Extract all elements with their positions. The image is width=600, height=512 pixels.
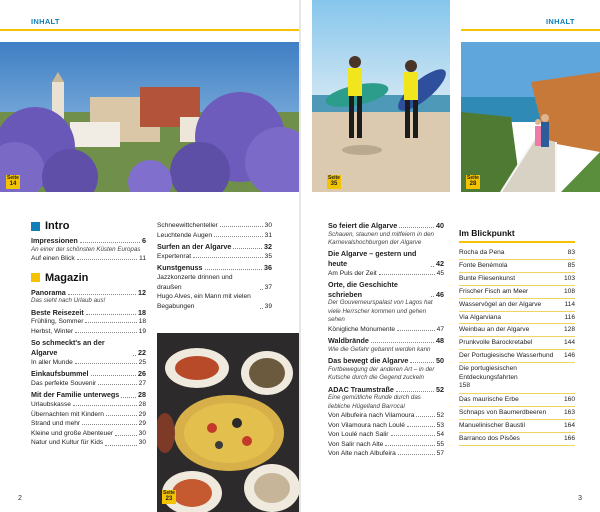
toc-entry-page: 29 [138,410,146,418]
toc-entry-page: 30 [138,439,146,447]
toc-entry-title: Prunkvolle Barockretabel [459,339,533,347]
toc-leader-dots [399,227,434,228]
toc-leader-dots [431,296,434,297]
seite-badge-35 [327,175,341,189]
toc-entry-page: 116 [564,313,575,321]
toc-entry-title: Von Vilamoura nach Loulé [328,421,405,429]
toc-entry[interactable] [157,292,272,311]
toc-entry[interactable] [157,263,272,273]
toc-entry-title: Von Alte nach Albufeira [328,450,396,458]
toc-entry-page: 128 [563,326,575,334]
toc-entry[interactable] [459,363,575,394]
toc-entry[interactable] [459,273,575,286]
toc-column-3 [328,221,444,459]
toc-entry-page: 164 [563,421,575,429]
toc-entry-title: Orte, die Geschichte schrieben [328,280,398,299]
blickpunkt-title: Im Blickpunkt [459,228,515,238]
toc-entry-page: 6 [142,236,146,245]
toc-entry[interactable] [328,280,444,299]
toc-leader-dots [233,248,262,249]
toc-entry[interactable] [459,286,575,299]
toc-entry-page: 27 [138,379,146,387]
toc-entry-page: 54 [436,431,444,439]
toc-leader-dots [396,391,434,392]
seite-badge-14 [6,175,20,189]
seite-number: 35 [330,181,338,188]
toc-entry[interactable] [31,400,146,410]
toc-entry-page: 158 [459,382,471,390]
intro-heading [31,220,146,232]
toc-leader-dots [260,308,263,309]
toc-leader-dots [385,445,434,446]
seite-label: Seite [467,175,479,181]
toc-entry-page: 26 [138,369,146,379]
toc-entry-title: Panorama [31,287,66,297]
toc-entry-page: 19 [138,327,146,335]
header-rule-right [461,29,600,31]
toc-entry[interactable] [31,338,146,357]
toc-entry[interactable] [459,337,575,350]
toc-leader-dots [410,362,434,363]
toc-entry-title: Hugo Alves, ein Mann mit vielen Begabungen [157,293,251,310]
toc-entry[interactable] [328,440,444,450]
magazin-title: Magazin [45,271,89,284]
toc-entry[interactable] [31,236,146,246]
toc-entry-title: Das maurische Erbe [459,395,519,403]
seite-label: Seite [7,175,19,181]
photo-village-jacaranda [0,42,300,192]
toc-entry-page: 40 [436,221,444,230]
toc-entry-page: 12 [138,287,146,297]
page-number-right: 3 [578,495,582,502]
toc-entry-page: 57 [436,450,444,458]
blickpunkt-rule [459,241,575,243]
toc-entry[interactable] [459,260,575,273]
toc-entry-page: 28 [138,400,146,408]
photo-surfers [312,0,450,192]
toc-entry-page: 55 [436,440,444,448]
toc-entry[interactable] [328,336,444,346]
magazin-heading [31,272,146,284]
toc-subtitle: Eine gemütliche Runde durch das liebliche Hügelland Barrocal [328,394,421,410]
toc-entry-page: 52 [436,384,444,394]
toc-entry-page: 146 [563,352,575,360]
toc-entry-page: 52 [436,412,444,419]
toc-entry-title: Strand und mehr [31,420,81,428]
toc-entry[interactable] [459,433,575,446]
toc-entry[interactable] [157,242,272,252]
toc-entry-title: Via Algarviana [459,313,502,321]
toc-entry-title: Bunte Fliesenkunst [459,274,516,282]
toc-leader-dots [115,435,137,436]
toc-entry-title: Das perfekte Souvenir [31,379,97,387]
toc-entry[interactable] [31,438,146,448]
toc-entry-page: 31 [264,231,272,239]
toc-entry[interactable] [157,273,272,292]
seite-badge-28 [466,175,480,189]
toc-entry-page: 83 [567,249,575,256]
toc-leader-dots [85,322,136,323]
toc-leader-dots [398,454,435,455]
toc-entry-page: 47 [436,325,444,333]
toc-column-2 [157,221,272,311]
section-tag-right: INHALT [546,17,575,26]
toc-entry[interactable] [328,356,444,366]
toc-entry-page: 46 [436,289,444,299]
toc-entry-page: 85 [567,261,575,269]
toc-leader-dots [133,355,136,356]
toc-entry-page: 11 [139,255,146,262]
toc-entry[interactable] [31,327,146,337]
toc-entry[interactable] [459,299,575,312]
toc-entry-title: Die Algarve – gestern und heute [328,249,417,268]
toc-entry[interactable] [328,325,444,335]
toc-entry-title: So feiert die Algarve [328,221,398,230]
toc-leader-dots [105,445,136,446]
toc-subtitle: An einer der schönsten Küsten Europas [31,245,141,253]
toc-entry-page: 50 [436,356,444,366]
toc-entry-page: 30 [264,222,272,229]
toc-entry-page: 29 [138,420,146,428]
toc-leader-dots [86,314,136,315]
toc-entry-page: 108 [563,287,575,295]
toc-entry-title: Einkaufsbummel [31,369,89,379]
toc-subtitle: Schauen, staunen und mitfeiern in den Karnevalshochburgen der Algarve [328,230,434,246]
toc-entry[interactable] [157,252,272,262]
seite-label: Seite [163,490,175,496]
toc-entry[interactable] [328,269,444,279]
toc-entry[interactable] [31,390,146,400]
toc-entry[interactable] [157,221,272,231]
toc-entry-title: Kunstgenuss [157,263,203,273]
toc-entry[interactable] [328,421,444,431]
toc-entry-page: 163 [563,408,575,416]
toc-entry-page: 32 [264,242,272,252]
toc-leader-dots [214,236,263,237]
toc-entry-page: 37 [264,283,272,291]
toc-entry-title: Schnaps von Baumerdbeeren [459,408,547,416]
toc-entry-title: Von Loulé nach Salir [328,431,389,439]
toc-entry[interactable] [328,221,444,231]
toc-entry-title: Herbst, Winter [31,327,74,335]
toc-entry-title: Von Salir nach Alte [328,440,384,448]
toc-entry-title: Natur und Kultur für Kids [31,439,104,447]
toc-entry-page: 39 [264,302,272,310]
toc-leader-dots [98,384,136,385]
toc-subtitle: Das sieht nach Urlaub aus! [31,297,106,305]
toc-leader-dots [391,435,435,436]
page-number-left: 2 [18,495,22,502]
toc-entry[interactable] [328,249,444,268]
toc-entry[interactable] [157,231,272,241]
toc-entry[interactable] [328,411,444,421]
toc-entry-title: Fonte Benémola [459,261,508,269]
seite-number: 14 [9,181,17,188]
toc-entry-page: 48 [436,336,444,346]
toc-subtitle: Fortbewegung der anderen Art – in der Kutsche durch die Gegend zuckeln [328,365,435,382]
toc-entry[interactable] [459,324,575,337]
toc-entry-title: Kleine und große Abenteuer [31,429,114,437]
photo-coastal-walkway [461,42,600,192]
toc-entry-title: Von Albufeira nach Vilamoura [328,412,415,419]
toc-entry[interactable] [459,394,575,407]
toc-entry[interactable] [31,410,146,420]
toc-entry-page: 166 [563,434,575,442]
toc-entry-title: Manuelinischer Baustil [459,421,525,429]
toc-entry-title: Barranco dos Pisões [459,434,520,442]
toc-leader-dots [193,257,263,258]
toc-entry-page: 45 [436,269,444,277]
toc-entry-title: Königliche Monumente [328,325,396,333]
toc-entry-page: 144 [563,339,575,347]
toc-leader-dots [220,226,263,227]
toc-entry[interactable] [31,254,146,264]
toc-entry-page: 28 [138,390,146,400]
toc-entry-page: 18 [138,318,146,326]
toc-entry[interactable] [459,312,575,325]
intro-title: Intro [45,220,70,232]
toc-entry-page: 25 [138,358,146,366]
toc-entry[interactable] [459,407,575,420]
toc-leader-dots [80,242,140,243]
toc-entry[interactable] [31,419,146,429]
toc-entry-page: 18 [138,307,146,317]
toc-entry-title: Der Portugiesische Wasserhund [459,352,554,360]
toc-entry-title: Waldbrände [328,336,369,346]
toc-subtitle: Der Gouverneurspalast von Lagos hat viele Herrscher kommen und gehen sehen [328,299,433,324]
toc-entry[interactable] [459,420,575,433]
toc-leader-dots [106,415,137,416]
toc-entry-page: 114 [564,300,575,308]
toc-leader-dots [431,266,434,267]
toc-entry-title: Jazzkonzerte drinnen und draußen [157,273,233,291]
toc-entry[interactable] [328,449,444,459]
toc-entry-title: Auf einen Blick [31,255,75,262]
toc-entry-title: ADAC Traumstraße [328,384,394,394]
toc-entry[interactable] [31,288,146,298]
toc-column-1 [31,220,146,448]
toc-entry[interactable] [31,358,146,368]
toc-entry-title: Weinbau an der Algarve [459,326,530,334]
toc-leader-dots [205,269,262,270]
toc-entry-title: Frühling, Sommer [31,318,84,326]
intro-square-icon [31,222,40,231]
toc-entry-title: Frischer Fisch am Meer [459,287,529,295]
toc-entry[interactable] [31,369,146,379]
toc-leader-dots [73,405,137,406]
toc-entry-title: Am Puls der Zeit [328,269,377,277]
toc-entry-page: 35 [264,252,272,260]
toc-subtitle: Wie die Gefahr gebannt werden kann [328,345,431,353]
toc-entry-title: In aller Munde [31,358,73,366]
right-page [300,0,600,512]
toc-leader-dots [77,259,138,260]
toc-entry[interactable] [328,430,444,440]
toc-entry[interactable] [459,247,575,260]
toc-entry-title: Surfen an der Algarve [157,242,232,252]
toc-leader-dots [416,416,434,417]
photo-food-platter [157,333,300,512]
toc-entry-title: Mit der Familie unterwegs [31,390,120,400]
toc-entry-page: 53 [436,421,444,429]
toc-leader-dots [121,397,136,398]
blickpunkt-box [459,228,575,446]
toc-entry-title: Wasservögel an der Algarve [459,300,542,308]
toc-entry-page: 36 [264,263,272,273]
toc-entry[interactable] [31,429,146,439]
toc-leader-dots [260,289,263,290]
toc-leader-dots [82,424,137,425]
toc-entry-title: Leuchtende Augen [157,231,213,239]
toc-entry-title: Die portugiesischen Entdeckungsfahrten [459,365,518,381]
toc-leader-dots [371,342,434,343]
toc-entry[interactable] [328,385,444,395]
toc-entry-page: 160 [563,395,575,403]
toc-leader-dots [68,294,136,295]
toc-entry-title: Rocha da Pena [459,249,505,256]
toc-leader-dots [75,363,137,364]
toc-leader-dots [407,426,435,427]
toc-entry-title: Schneewittchenteller [157,222,218,229]
toc-entry[interactable] [31,308,146,318]
toc-entry[interactable] [459,350,575,363]
seite-number: 23 [165,496,173,503]
toc-entry-title: Das bewegt die Algarve [328,356,409,366]
seite-badge-23 [162,490,176,504]
section-tag-left: INHALT [31,17,60,26]
toc-leader-dots [379,274,435,275]
toc-entry[interactable] [31,379,146,389]
toc-leader-dots [75,332,137,333]
toc-entry-title: Beste Reisezeit [31,307,84,317]
toc-entry-page: 103 [563,274,575,282]
toc-leader-dots [397,330,435,331]
seite-label: Seite [328,175,340,181]
toc-entry-page: 22 [138,347,146,357]
header-rule-left [0,29,300,31]
toc-entry-title: So schmeckt's an der Algarve [31,338,105,357]
seite-number: 28 [469,181,477,188]
toc-entry-title: Impressionen [31,236,78,245]
toc-entry-page: 30 [138,429,146,437]
toc-entry-title: Übernachten mit Kindern [31,410,104,418]
magazin-square-icon [31,273,40,282]
toc-entry-title: Expertenrat [157,252,192,260]
toc-entry[interactable] [31,317,146,327]
toc-entry-page: 42 [436,259,444,268]
toc-leader-dots [91,375,136,376]
toc-entry-title: Urlaubskasse [31,400,71,408]
